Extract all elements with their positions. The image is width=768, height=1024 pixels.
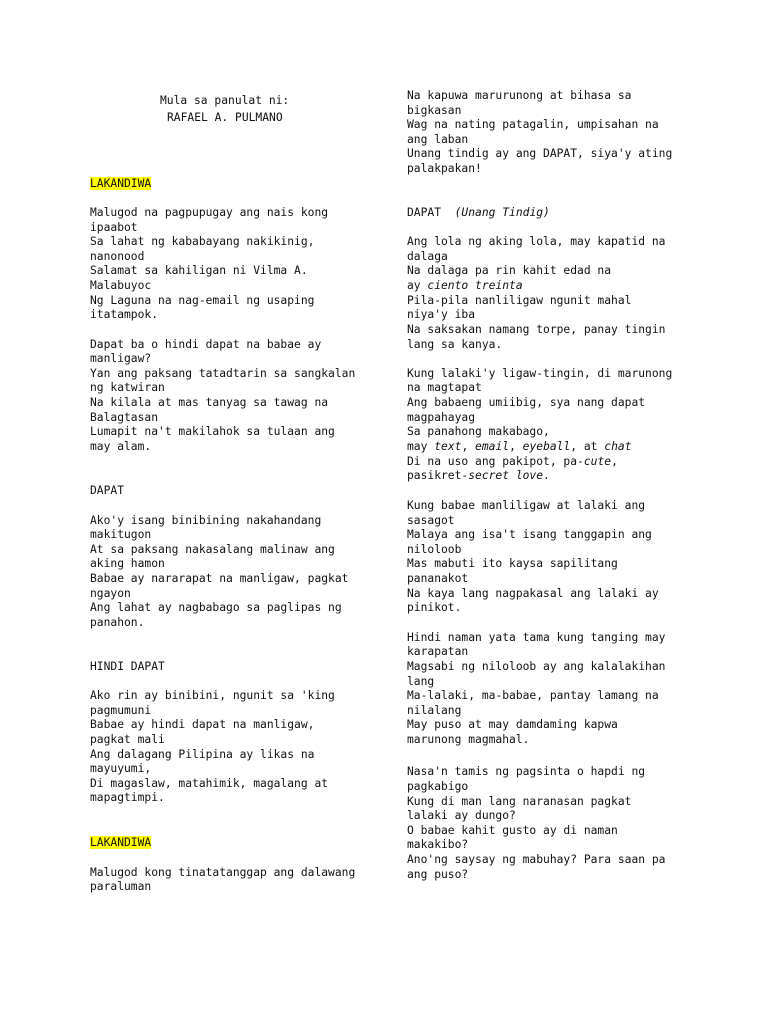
verse-line: Sa panahong makabago, (407, 425, 550, 438)
verse-line: pananakot (407, 572, 469, 585)
verse-line: may text, email, eyeball, at chat (407, 440, 632, 453)
verse-line: nanonood (90, 250, 145, 263)
verse-line: Ako rin ay binibini, ngunit sa 'king (90, 689, 335, 702)
verse-line: Kung babae manliligaw at lalaki ang (407, 499, 646, 512)
verse-line: Malugod na pagpupugay ang nais kong (90, 206, 329, 219)
verse-line: lalaki ay dungo? (407, 809, 516, 822)
verse-line: Na kaya lang nagpakasal ang lalaki ay (407, 587, 659, 600)
verse-line: na magtapat (407, 381, 482, 394)
verse-line: karapatan (407, 645, 469, 658)
verse-line: Babae ay nararapat na manligaw, pagkat (90, 572, 349, 585)
verse-line: ng katwiran (90, 381, 165, 394)
author-name: RAFAEL A. PULMANO (167, 111, 283, 124)
verse-line: Malaya ang isa't isang tanggapin ang (407, 528, 652, 541)
verse-line: Malugod kong tinatatanggap ang dalawang (90, 866, 356, 879)
verse-line: Ng Laguna na nag-email ng usaping (90, 294, 315, 307)
verse-line: Lumapit na't makilahok sa tulaan ang (90, 425, 335, 438)
verse-line: bigkasan (407, 104, 462, 117)
verse-line: niya'y iba (407, 308, 476, 321)
verse-line: Na kilala at mas tanyag sa tawag na (90, 396, 329, 409)
verse-line: Kung lalaki'y ligaw-tingin, di marunong (407, 367, 673, 380)
verse-line: Ma-lalaki, ma-babae, pantay lamang na (407, 689, 659, 702)
verse-line: Sa lahat ng kababayang nakikinig, (90, 235, 315, 248)
verse-line: paraluman (90, 880, 152, 893)
verse-line: Hindi naman yata tama kung tanging may (407, 631, 666, 644)
verse-line: Salamat sa kahiligan ni Vilma A. (90, 264, 308, 277)
dapat-unang-tindig-heading (407, 206, 550, 221)
verse-line: Nasa'n tamis ng pagsinta o hapdi ng (407, 765, 646, 778)
verse-line: Ang lahat ay nagbabago sa paglipas ng (90, 601, 342, 614)
verse-line: palakpakan! (407, 162, 482, 175)
verse-line: Ano'ng saysay ng mabuhay? Para saan pa (407, 853, 666, 866)
verse-line: Balagtasan (90, 411, 159, 424)
verse-line: Ako'y isang binibining nakahandang (90, 514, 322, 527)
verse-line: magpahayag (407, 411, 476, 424)
verse-line: Kung di man lang naranasan pagkat (407, 795, 632, 808)
verse-line: Ang babaeng umiibig, sya nang dapat (407, 396, 646, 409)
verse-line: Yan ang paksang tatadtarin sa sangkalan (90, 367, 356, 380)
verse-line: O babae kahit gusto ay di naman (407, 824, 618, 837)
verse-line: Di magaslaw, matahimik, magalang at (90, 777, 329, 790)
verse-line: Malabuyoc (90, 279, 152, 292)
verse-line: mapagtimpi. (90, 791, 165, 804)
verse-line: ngayon (90, 587, 131, 600)
verse-line: pagmumuni (90, 704, 152, 717)
attribution-line: Mula sa panulat ni: (160, 94, 290, 107)
lakandiwa-heading: LAKANDIWA (90, 177, 152, 190)
verse-line: makitugon (90, 528, 152, 541)
verse-line: itatampok. (90, 308, 159, 321)
verse-line: Na saksakan namang torpe, panay tingin (407, 323, 666, 336)
verse-line: Na kapuwa marurunong at bihasa sa (407, 89, 632, 102)
verse-line: aking hamon (90, 557, 165, 570)
lakandiwa-heading: LAKANDIWA (90, 836, 152, 849)
verse-line: Dapat ba o hindi dapat na babae ay (90, 338, 322, 351)
verse-line: Pila-pila nanliligaw ngunit mahal (407, 294, 632, 307)
verse-line: Wag na nating patagalin, umpisahan na (407, 118, 659, 131)
verse-line: lang sa kanya. (407, 338, 503, 351)
verse-line: nilalang (407, 704, 462, 717)
verse-line: lang (407, 675, 435, 688)
verse-line: Babae ay hindi dapat na manligaw, (90, 718, 315, 731)
verse-line: manligaw? (90, 352, 152, 365)
verse-line: Mas mabuti ito kaysa sapilitang (407, 557, 618, 570)
verse-line: may alam. (90, 440, 152, 453)
dapat-heading: DAPAT (90, 484, 125, 497)
verse-line: May puso at may damdaming kapwa (407, 718, 618, 731)
verse-line: Magsabi ng niloloob ay ang kalalakihan (407, 660, 666, 673)
verse-line: ay ciento treinta (407, 279, 523, 292)
verse-line: niloloob (407, 543, 462, 556)
verse-line: Na dalaga pa rin kahit edad na (407, 264, 612, 277)
verse-line: Ang lola ng aking lola, may kapatid na (407, 235, 666, 248)
verse-line: marunong magmahal. (407, 733, 530, 746)
verse-line: pagkabigo (407, 780, 469, 793)
verse-line: pinikot. (407, 601, 462, 614)
verse-line: pasikret-secret love. (407, 469, 550, 482)
verse-line: panahon. (90, 616, 145, 629)
verse-line: Di na uso ang pakipot, pa-cute, (407, 455, 618, 468)
dapat-label: DAPAT (407, 206, 442, 219)
verse-line: dalaga (407, 250, 448, 263)
verse-line: ang laban (407, 133, 469, 146)
verse-line: ipaabot (90, 221, 138, 234)
verse-line: At sa paksang nakasalang malinaw ang (90, 543, 335, 556)
verse-line: Unang tindig ay ang DAPAT, siya'y ating (407, 147, 673, 160)
hindi-dapat-heading: HINDI DAPAT (90, 660, 165, 673)
verse-line: mayuyumi, (90, 762, 152, 775)
verse-line: makakibo? (407, 838, 469, 851)
verse-line: sasagot (407, 514, 455, 527)
unang-tindig-label: (Unang Tindig) (454, 206, 550, 219)
verse-line: pagkat mali (90, 733, 165, 746)
verse-line: Ang dalagang Pilipina ay likas na (90, 748, 315, 761)
verse-line: ang puso? (407, 868, 469, 881)
